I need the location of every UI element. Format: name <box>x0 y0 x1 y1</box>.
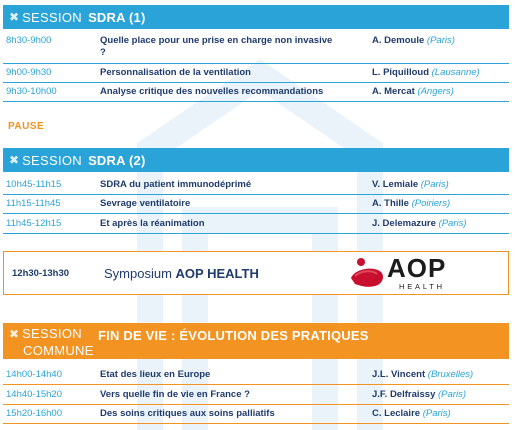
session-title: SDRA (1) <box>88 9 146 25</box>
program-row <box>3 369 509 381</box>
symposium-box <box>3 251 509 295</box>
row-city: (Paris) <box>426 35 455 46</box>
row-city: (Poiriers) <box>411 198 451 209</box>
program-row <box>3 86 509 98</box>
row-speaker: A. Mercat (Angers) <box>372 86 454 97</box>
row-time: 11h45-12h15 <box>6 218 62 229</box>
row-time: 15h20-16h00 <box>6 408 62 419</box>
logo-aop-text: AOP <box>387 253 447 283</box>
row-topic: Etat des lieux en Europe <box>100 369 211 380</box>
program-row <box>3 408 509 420</box>
aop-health-logo-mark <box>349 256 389 290</box>
row-speaker: C. Leclaire (Paris) <box>372 408 451 419</box>
row-separator <box>3 101 509 102</box>
row-time: 11h15-11h45 <box>6 198 61 209</box>
row-time: 10h45-11h15 <box>6 179 62 190</box>
row-speaker: L. Piquilloud (Lausanne) <box>372 67 480 78</box>
program-row <box>3 198 509 210</box>
program-row <box>3 218 509 230</box>
row-speaker: A. Demoule (Paris) <box>372 35 455 46</box>
row-topic: Sevrage ventilatoire <box>100 198 191 209</box>
row-speaker: J. Delemazure (Paris) <box>372 218 467 229</box>
symposium-label: Symposium AOP HEALTH <box>104 265 259 281</box>
program-row <box>3 67 509 79</box>
row-separator <box>3 194 509 195</box>
row-topic: Des soins critiques aux soins palliatifs <box>100 408 275 419</box>
row-city: (Paris) <box>422 408 451 419</box>
program-row <box>3 35 509 59</box>
row-separator <box>3 213 509 214</box>
row-separator <box>3 384 509 385</box>
row-topic: Et après la réanimation <box>100 218 205 229</box>
row-separator <box>3 82 509 83</box>
row-city: (Paris) <box>438 389 466 400</box>
symposium-brand: AOP HEALTH <box>175 265 259 281</box>
row-separator <box>3 404 509 405</box>
program-row <box>3 389 509 401</box>
row-time: 14h00-14h40 <box>6 369 62 380</box>
row-time: 14h40-15h20 <box>6 389 62 400</box>
session-header-sdra-2 <box>3 148 509 172</box>
session-kicker: SESSION <box>22 326 82 341</box>
row-city: (Angers) <box>417 86 454 97</box>
session-kicker-block <box>3 323 98 358</box>
session-title: SDRA (2) <box>88 152 146 168</box>
cross-icon: ✖ <box>9 10 20 24</box>
pause-label: PAUSE <box>8 121 45 132</box>
row-city: (Paris) <box>420 179 449 190</box>
row-city: (Bruxelles) <box>427 369 474 380</box>
row-separator <box>3 423 509 424</box>
row-topic: Analyse critique des nouvelles recommandations <box>100 86 324 97</box>
row-separator <box>3 233 509 234</box>
symposium-time: 12h30-13h30 <box>12 267 70 279</box>
row-time: 9h00-9h30 <box>6 67 52 78</box>
cross-icon: ✖ <box>9 153 20 167</box>
session-kicker-2: COMMUNE <box>23 343 94 358</box>
aop-health-logo <box>349 253 489 291</box>
session-header-fin-de-vie <box>3 323 509 359</box>
row-time: 9h30-10h00 <box>6 86 57 97</box>
row-topic: SDRA du patient immunodéprimé <box>100 179 252 190</box>
session-header-sdra-1 <box>3 5 509 29</box>
row-speaker: V. Lemiale (Paris) <box>372 179 449 190</box>
row-speaker: A. Thille (Poiriers) <box>372 198 451 209</box>
row-topic: Vers quelle fin de vie en France ? <box>100 389 250 400</box>
row-separator <box>3 63 509 64</box>
logo-health-text: HEALTH <box>399 282 445 291</box>
row-city: (Lausanne) <box>431 67 480 78</box>
row-topic: Quelle place pour une prise en charge non invasive ? <box>100 35 333 58</box>
row-speaker: J.F. Delfraissy (Paris) <box>372 389 466 400</box>
session-kicker: SESSION <box>22 9 82 25</box>
cross-icon: ✖ <box>9 326 20 341</box>
session-title: FIN DE VIE : ÉVOLUTION DES PRATIQUES <box>98 328 369 343</box>
row-city: (Paris) <box>438 218 467 229</box>
row-time: 8h30-9h00 <box>6 35 52 46</box>
program-row <box>3 179 509 191</box>
row-topic: Personnalisation de la ventilation <box>100 67 251 78</box>
session-kicker: SESSION <box>22 152 82 168</box>
row-speaker: J.L. Vincent (Bruxelles) <box>372 369 474 380</box>
